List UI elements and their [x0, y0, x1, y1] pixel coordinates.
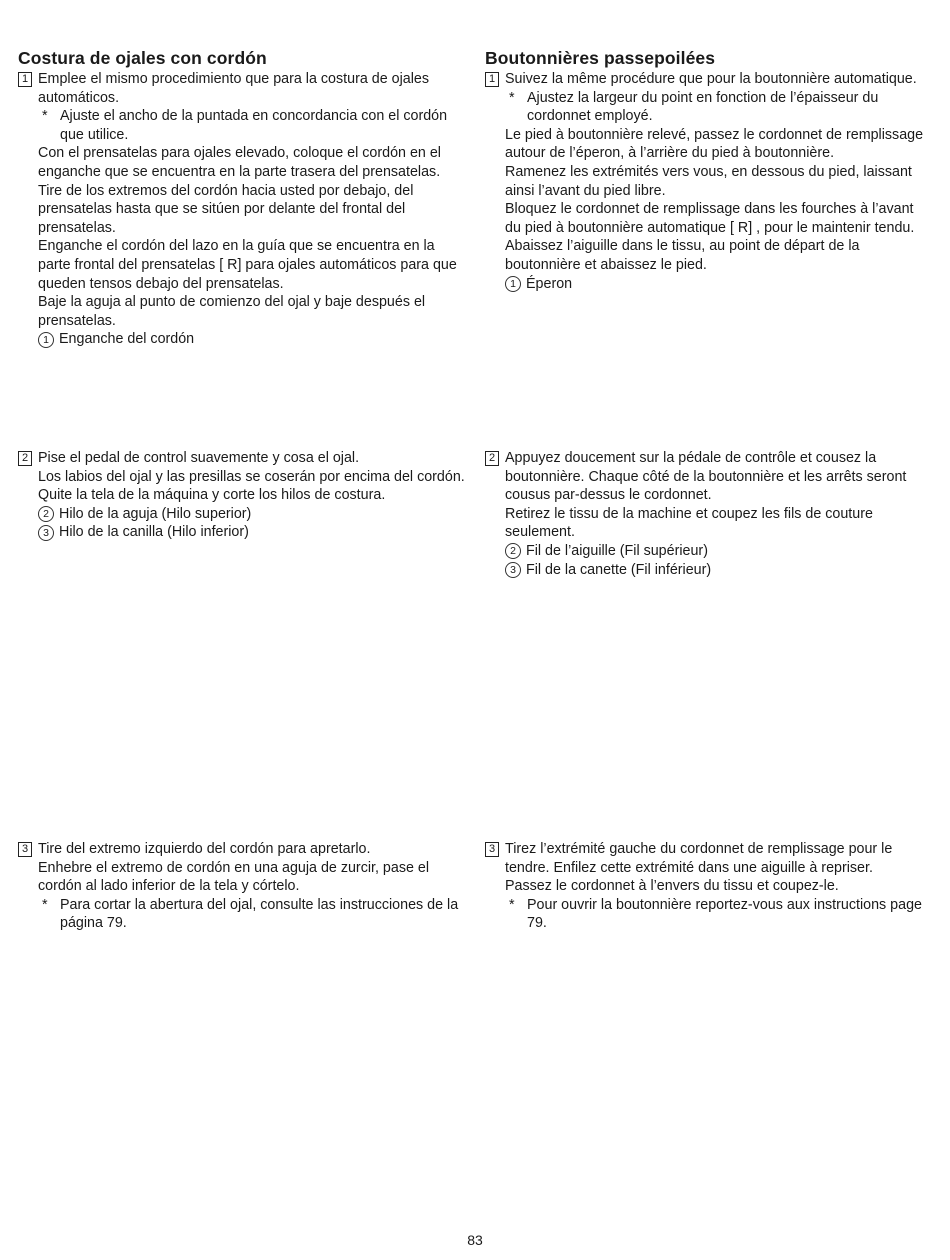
- french-title: Boutonnières passepoilées: [485, 48, 716, 68]
- paragraph: Abaissez l’aiguille dans le tissu, au point de départ de la boutonnière et abaissez le pied.: [505, 238, 860, 273]
- step-number-box: 3: [18, 842, 32, 857]
- paragraph: Le pied à boutonnière relevé, passez le cordonnet de remplissage autour de l’éperon, à l’arrière du pied à boutonnière.: [505, 126, 924, 162]
- spanish-section-step-2: [18, 449, 468, 542]
- spanish-section-step-3: [18, 840, 468, 933]
- note-text: Pour ouvrir la boutonnière reportez-vous aux instructions page 79.: [527, 896, 922, 932]
- note-text: Ajustez la largeur du point en fonction de l’épaisseur du cordonnet employé.: [527, 89, 879, 125]
- asterisk: *: [509, 89, 515, 106]
- legend-text: Hilo de la aguja (Hilo superior): [59, 505, 252, 522]
- step-number-box: 2: [18, 451, 32, 466]
- note: [38, 896, 468, 933]
- circled-number: 3: [38, 525, 54, 541]
- note: [505, 89, 933, 126]
- asterisk: *: [42, 896, 48, 913]
- paragraph: Appuyez doucement sur la pédale de contrôle et cousez la boutonnière. Chaque côté de la boutonnière et les arrêts seront cousus par-dessus le cordonnet.: [505, 450, 907, 504]
- french-step-1: [485, 70, 933, 293]
- legend-item: [505, 561, 933, 580]
- note-text: Ajuste el ancho de la puntada en concordancia con el cordón que utilice.: [60, 108, 448, 143]
- legend-text: Fil de l’aiguille (Fil supérieur): [526, 542, 708, 559]
- step-number-box: 3: [485, 842, 499, 857]
- paragraph: Tire del extremo izquierdo del cordón para apretarlo.: [38, 841, 371, 857]
- step-number-box: 1: [18, 72, 32, 87]
- paragraph: Quite la tela de la máquina y corte los hilos de costura.: [38, 487, 386, 504]
- spanish-step-3: [18, 840, 468, 933]
- paragraph: Retirez le tissu de la machine et coupez les fils de couture seulement.: [505, 505, 873, 541]
- paragraph: Pise el pedal de control suavemente y cosa el ojal.: [38, 450, 360, 466]
- paragraph: Tirez l’extrémité gauche du cordonnet de remplissage pour le tendre. Enfilez cette extrémité dans une aiguille à repriser.: [505, 841, 893, 876]
- paragraph: Suivez la même procédure que pour la boutonnière automatique.: [505, 71, 917, 87]
- circled-number: 1: [505, 276, 521, 292]
- paragraph: Ramenez les extrémités vers vous, en dessous du pied, laissant ainsi l’avant du pied libre.: [505, 163, 912, 199]
- note-text: Para cortar la abertura del ojal, consulte las instrucciones de la página 79.: [60, 896, 459, 932]
- legend-item: [38, 330, 468, 349]
- note: [38, 107, 468, 144]
- french-step-2: [485, 449, 933, 579]
- paragraph: Enganche el cordón del lazo en la guía que se encuentra en la parte frontal del prensatelas [ R] para ojales automáticos para que queden tensos debajo del prensatelas.: [38, 238, 457, 292]
- legend-text: Hilo de la canilla (Hilo inferior): [59, 524, 249, 541]
- paragraph: Baje la aguja al punto de comienzo del ojal y baje después el prensatelas.: [38, 294, 426, 329]
- paragraph: Los labios del ojal y las presillas se coserán por encima del cordón.: [38, 468, 465, 485]
- french-step-3: [485, 840, 933, 933]
- step-number-box: 1: [485, 72, 499, 87]
- legend-item: [38, 523, 468, 542]
- circled-number: 1: [38, 332, 54, 348]
- page-number: 83: [467, 1232, 483, 1248]
- paragraph: Bloquez le cordonnet de remplissage dans les fourches à l’avant du pied à boutonnière automatique [ R] , pour le maintenir tendu.: [505, 201, 915, 236]
- spanish-step-2: [18, 449, 468, 542]
- legend-text: Enganche del cordón: [59, 331, 195, 348]
- legend-text: Éperon: [526, 275, 573, 292]
- legend-item: [38, 505, 468, 524]
- spanish-step-1: [18, 70, 468, 349]
- paragraph: Enhebre el extremo de cordón en una aguja de zurcir, pase el cordón al lado inferior de la tela y córtelo.: [38, 859, 430, 895]
- asterisk: *: [42, 108, 48, 125]
- french-section-step-2: [485, 449, 933, 579]
- paragraph: Con el prensatelas para ojales elevado, coloque el cordón en el enganche que se encuentra en la parte trasera del prensatelas.: [38, 145, 441, 180]
- paragraph: Emplee el mismo procedimiento que para la costura de ojales automáticos.: [38, 71, 429, 106]
- legend-item: [505, 275, 933, 294]
- french-section-step-3: [485, 840, 933, 933]
- paragraph: Tire de los extremos del cordón hacia usted por debajo, del prensatelas hasta que se sitúen por delante del frontal del prensatelas.: [38, 182, 414, 236]
- legend-text: Fil de la canette (Fil inférieur): [526, 561, 712, 578]
- circled-number: 2: [505, 543, 521, 559]
- asterisk: *: [509, 896, 515, 913]
- spanish-section-step-1: [18, 48, 468, 349]
- french-section-step-1: [485, 48, 933, 293]
- legend-item: [505, 542, 933, 561]
- circled-number: 3: [505, 562, 521, 578]
- step-number-box: 2: [485, 451, 499, 466]
- paragraph: Passez le cordonnet à l’envers du tissu et coupez-le.: [505, 878, 839, 895]
- note: [505, 896, 933, 933]
- spanish-title: Costura de ojales con cordón: [18, 48, 267, 68]
- circled-number: 2: [38, 506, 54, 522]
